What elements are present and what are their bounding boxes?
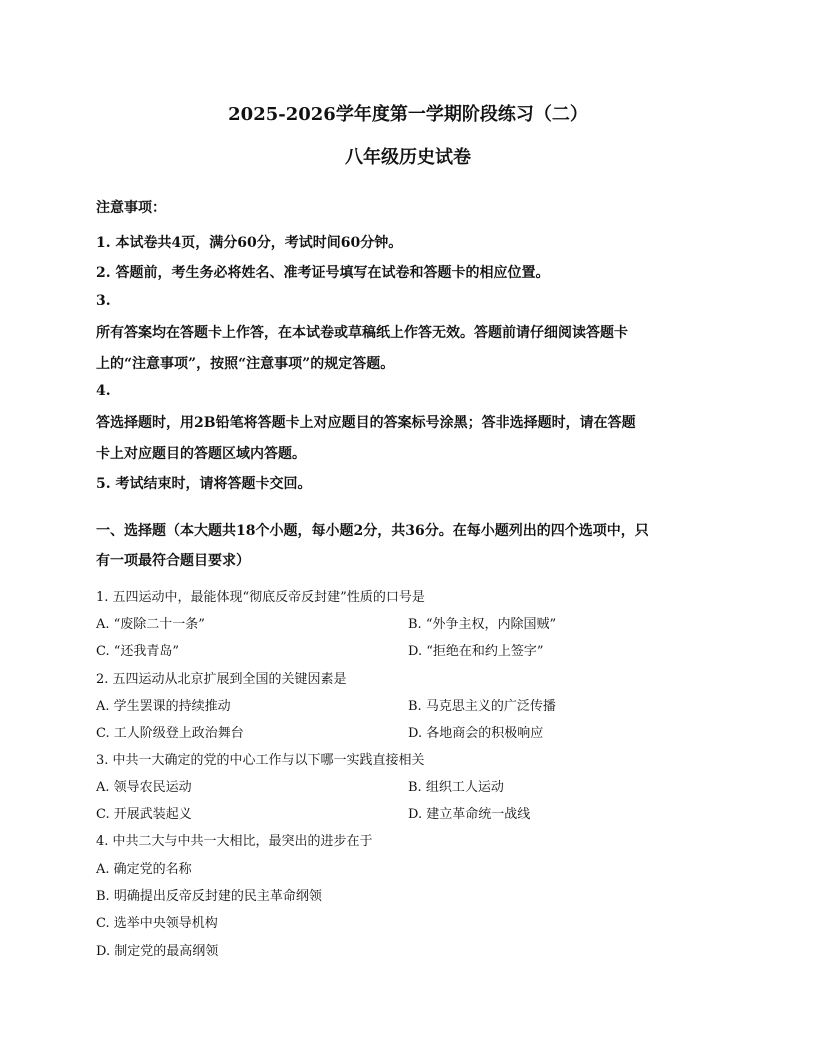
notice-line: 卡上对应题目的答题区域内答题。 bbox=[96, 446, 306, 462]
option-b: B. “外争主权，内除国贼” bbox=[408, 617, 557, 632]
notice-line: 2. 答题前，考生务必将姓名、准考证号填写在试卷和答题卡的相应位置。 bbox=[96, 265, 550, 281]
option-a: A. “废除二十一条” bbox=[96, 617, 205, 632]
question-stem: 1. 五四运动中，最能体现“彻底反帝反封建”性质的口号是 bbox=[96, 590, 425, 605]
option-c: C. 选举中央领导机构 bbox=[96, 916, 218, 931]
notice-heading: 注意事项： bbox=[96, 200, 166, 216]
option-a: A. 学生罢课的持续推动 bbox=[96, 699, 231, 714]
section-heading: 一、选择题（本大题共18个小题，每小题2分，共36分。在每小题列出的四个选项中，只 bbox=[96, 523, 649, 539]
question-stem: 4. 中共二大与中共一大相比，最突出的进步在于 bbox=[96, 834, 373, 849]
option-c: C. 开展武装起义 bbox=[96, 807, 192, 822]
option-b: B. 组织工人运动 bbox=[408, 780, 504, 795]
option-a: A. 确定党的名称 bbox=[96, 862, 192, 877]
option-c: C. “还我青岛” bbox=[96, 644, 180, 659]
option-d: D. 各地商会的积极响应 bbox=[408, 726, 544, 741]
notice-line: 3. bbox=[96, 293, 111, 309]
option-b: B. 明确提出反帝反封建的民主革命纲领 bbox=[96, 889, 322, 904]
option-d: D. “拒绝在和约上签字” bbox=[408, 644, 544, 659]
option-d: D. 制定党的最高纲领 bbox=[96, 944, 219, 959]
question-stem: 3. 中共一大确定的党的中心工作与以下哪一实践直接相关 bbox=[96, 753, 425, 768]
question-stem: 2. 五四运动从北京扩展到全国的关键因素是 bbox=[96, 672, 347, 687]
notice-line: 4. bbox=[96, 383, 111, 399]
exam-subtitle: 八年级历史试卷 bbox=[345, 147, 471, 168]
exam-title: 2025-2026学年度第一学期阶段练习（二） bbox=[228, 104, 588, 125]
notice-line: 所有答案均在答题卡上作答，在本试卷或草稿纸上作答无效。答题前请仔细阅读答题卡 bbox=[96, 325, 628, 341]
notice-line: 上的“注意事项”，按照“注意事项”的规定答题。 bbox=[96, 356, 395, 372]
option-d: D. 建立革命统一战线 bbox=[408, 807, 531, 822]
notice-line: 5. 考试结束时，请将答题卡交回。 bbox=[96, 476, 312, 492]
section-heading: 有一项最符合题目要求） bbox=[96, 553, 250, 569]
notice-line: 答选择题时，用2B铅笔将答题卡上对应题目的答案标号涂黑；答非选择题时，请在答题 bbox=[96, 415, 636, 431]
option-b: B. 马克思主义的广泛传播 bbox=[408, 699, 556, 714]
option-a: A. 领导农民运动 bbox=[96, 780, 192, 795]
notice-line: 1. 本试卷共4页，满分60分，考试时间60分钟。 bbox=[96, 235, 403, 251]
option-c: C. 工人阶级登上政治舞台 bbox=[96, 726, 244, 741]
